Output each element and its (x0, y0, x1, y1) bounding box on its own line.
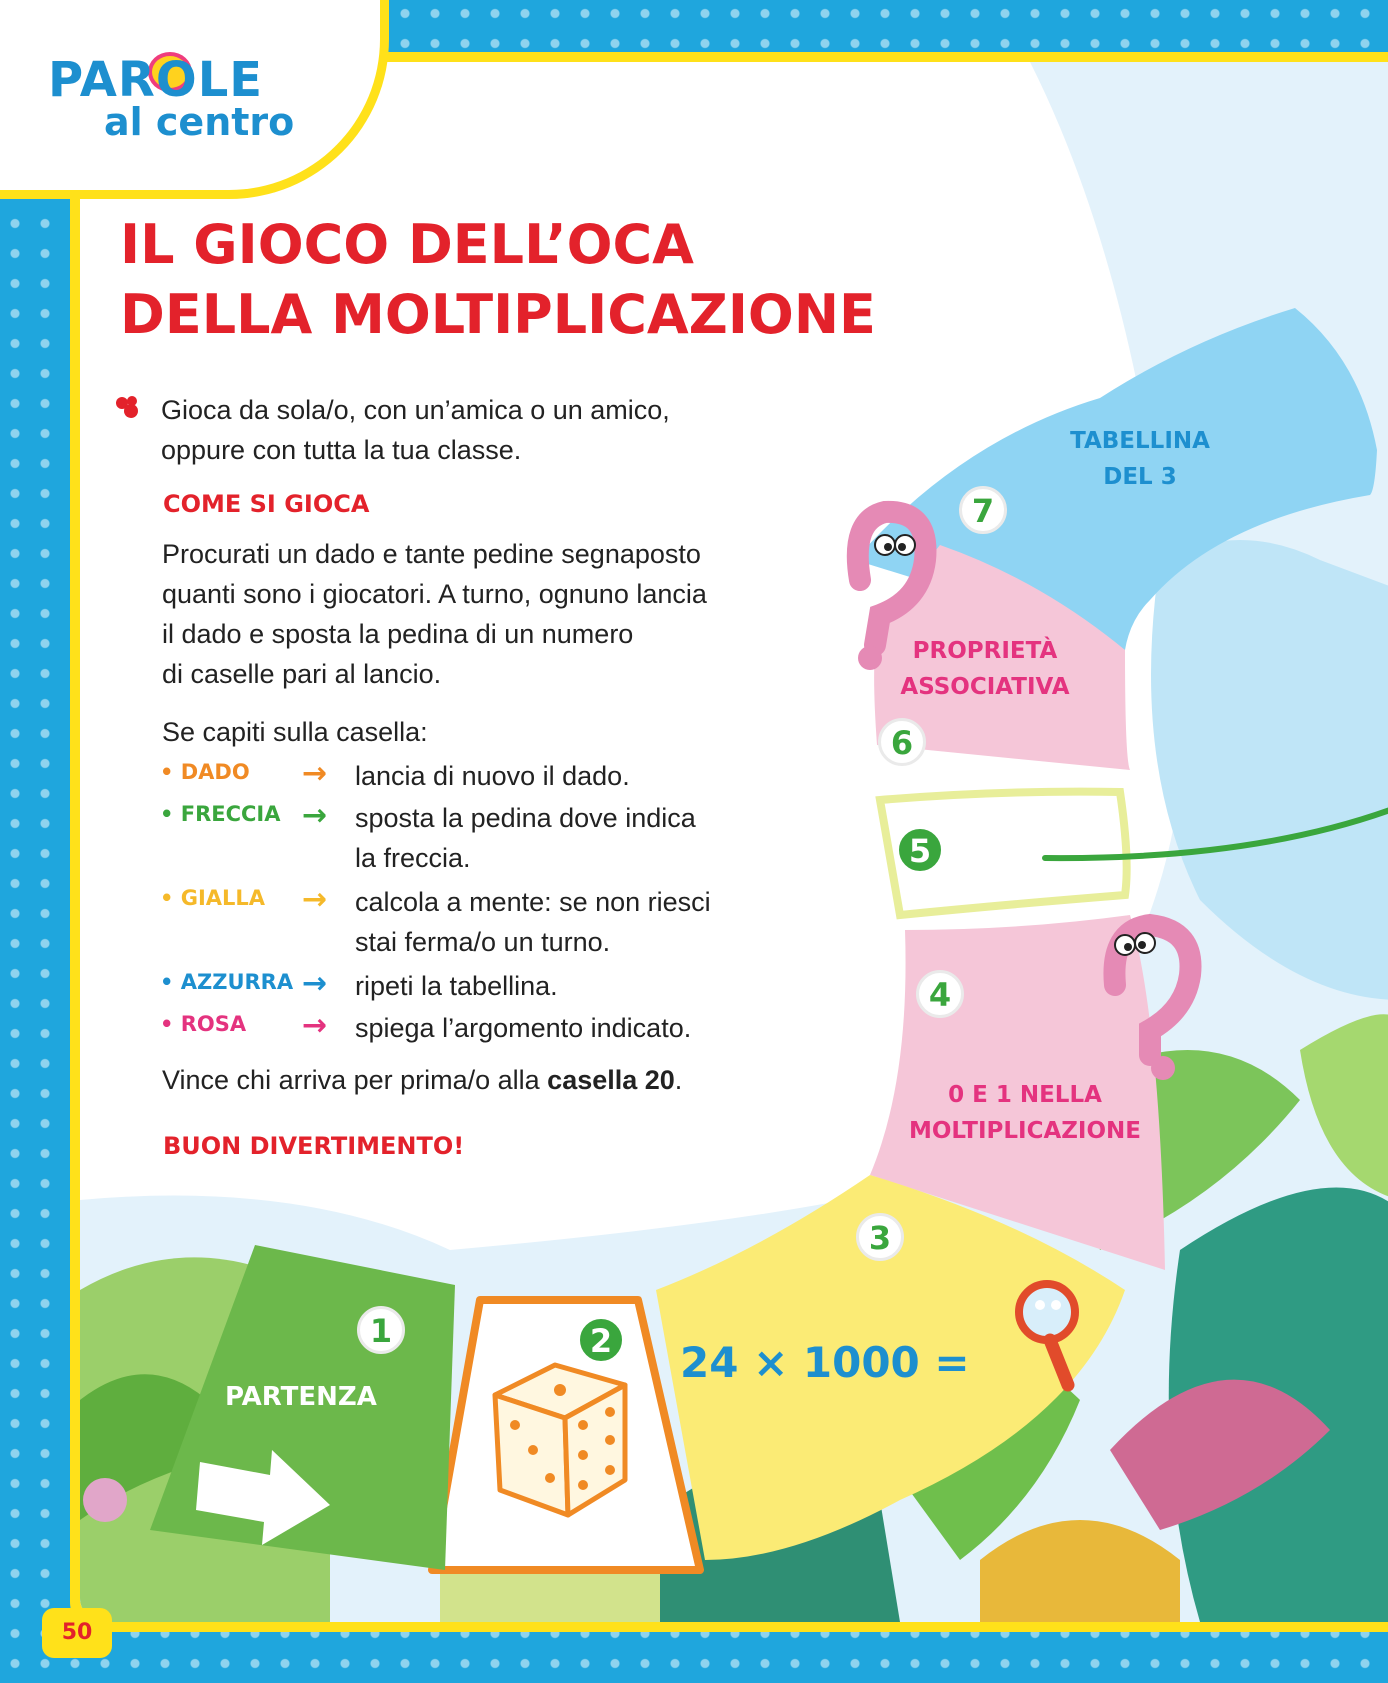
how-to-line: il dado e sposta la pedina di un numero (162, 619, 634, 649)
paw-bullet-icon (115, 396, 141, 418)
cell-6-label (870, 633, 1100, 705)
rule-key: • DADO (160, 760, 250, 784)
cell-6-label-line: ASSOCIATIVA (900, 674, 1070, 700)
title-line1: IL GIOCO DELL’OCA (120, 213, 694, 276)
arrow-right-icon: → (302, 882, 328, 917)
how-to-heading: COME SI GIOCA (163, 490, 370, 518)
cell-4-label-line: MOLTIPLICAZIONE (908, 1118, 1142, 1144)
rule-key: • ROSA (160, 1012, 247, 1036)
how-to-line: quanti sono i giocatori. A turno, ognuno lancia (162, 579, 707, 609)
cell-number-3: 3 (856, 1213, 904, 1261)
rules-intro: Se capiti sulla casella: (162, 717, 428, 747)
how-to-line: di caselle pari al lancio. (162, 659, 442, 689)
cell-3-calculation: 24 × 1000 = (680, 1338, 970, 1387)
cell-1-label: PARTENZA (225, 1382, 377, 1412)
rule-desc: calcola a mente: se non riesci (355, 887, 711, 917)
page-title (120, 210, 876, 350)
cell-number-1: 1 (357, 1306, 405, 1354)
cell-7-label-line: TABELLINA (1070, 428, 1210, 454)
arrow-right-icon: → (302, 1008, 328, 1043)
cell-number-4: 4 (916, 970, 964, 1018)
how-to-text (162, 534, 762, 694)
win-text-post: . (674, 1065, 683, 1095)
arrow-right-icon: → (302, 798, 328, 833)
how-to-line: Procurati un dado e tante pedine segnaposto (162, 539, 701, 569)
cell-4-label (880, 1077, 1170, 1149)
cell-number-7: 7 (959, 486, 1007, 534)
win-text (162, 1060, 682, 1100)
page-number: 50 (42, 1608, 112, 1658)
intro-line1: Gioca da sola/o, con un’amica o un amico, (161, 395, 670, 425)
rule-desc: spiega l’argomento indicato. (355, 1013, 692, 1043)
rule-key: • FRECCIA (160, 802, 281, 826)
cell-number-5: 5 (896, 826, 944, 874)
rule-key: • GIALLA (160, 886, 266, 910)
win-text-bold: casella 20 (547, 1065, 675, 1095)
rule-desc: sposta la pedina dove indica (355, 803, 696, 833)
rule-desc-cont: stai ferma/o un turno. (355, 927, 611, 957)
rule-key: • AZZURRA (160, 970, 294, 994)
intro-text (161, 390, 670, 470)
cell-6-label-line: PROPRIETÀ (912, 638, 1058, 664)
arrow-right-icon: → (302, 966, 328, 1001)
intro-line2: oppure con tutta la tua classe. (161, 435, 522, 465)
closing-text: BUON DIVERTIMENTO! (163, 1132, 465, 1160)
arrow-right-icon: → (302, 756, 328, 791)
rule-desc: ripeti la tabellina. (355, 971, 558, 1001)
cell-number-2: 2 (577, 1316, 625, 1364)
cell-7-label-line: DEL 3 (1103, 464, 1177, 490)
logo-line1: PAROLE (48, 52, 264, 108)
cell-number-6: 6 (878, 718, 926, 766)
win-text-pre: Vince chi arriva per prima/o alla (162, 1065, 548, 1095)
dice-icon (495, 1365, 625, 1515)
cell-7-label (1040, 423, 1240, 495)
cell-4-label-line: 0 E 1 NELLA (948, 1082, 1102, 1108)
rule-desc-cont: la freccia. (355, 843, 471, 873)
title-line2: DELLA MOLTIPLICAZIONE (120, 283, 876, 346)
logo-line2: al centro (104, 100, 295, 144)
rule-desc: lancia di nuovo il dado. (355, 761, 630, 791)
